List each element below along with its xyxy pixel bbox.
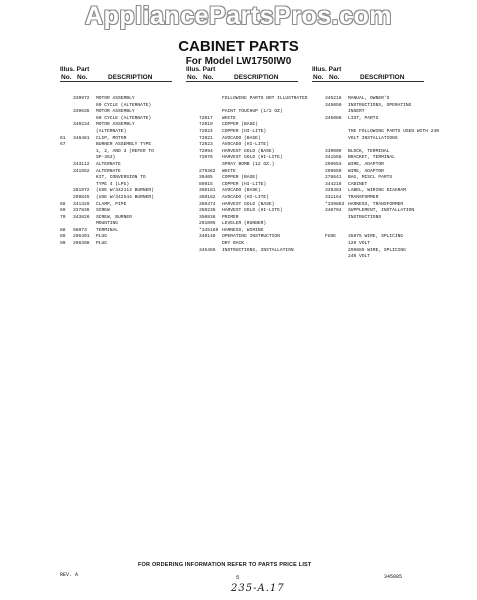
part-description: SUPPLEMENT, INSTALLATION [348, 208, 415, 214]
table-row [60, 195, 200, 202]
table-row [312, 254, 452, 261]
part-description: TRANSFORMER [348, 194, 379, 200]
model-subtitle: For Model LW1750IW0 [185, 56, 292, 67]
part-description: SP-363) [96, 155, 116, 161]
revision-label: REV. A [60, 572, 79, 578]
table-row [60, 129, 200, 136]
header-no-part: No. [329, 74, 340, 81]
header-rule [312, 81, 424, 82]
part-description: PLUG [96, 241, 108, 247]
illus-number: 67 [60, 142, 66, 148]
handwritten-annotation: 235-A.17 [231, 583, 285, 594]
part-description: COPPER (BASE) [222, 122, 258, 128]
part-description: KIT, CONVERSION TO [96, 175, 146, 181]
part-description: AVOCADO (BASE) [222, 188, 261, 194]
part-description: COPPER (HI-LITE) [222, 181, 267, 187]
header-no-illus: No. [187, 74, 198, 81]
part-number: 340704 [325, 208, 342, 214]
illus-number: 68 [60, 201, 66, 207]
table-row [186, 234, 326, 241]
table-row [60, 162, 200, 169]
ordering-note: FOR ORDERING INFORMATION REFER TO PARTS PRICE LIST [138, 562, 312, 568]
table-row [312, 96, 452, 103]
table-row [312, 155, 452, 162]
part-description: HARVEST GOLD (BASE) [222, 148, 275, 154]
part-number: 343826 [73, 214, 90, 220]
part-number: *339883 [325, 201, 345, 207]
part-description: AVOCADO (HI-LITE) [222, 194, 269, 200]
part-description: THE FOLLOWING PARTS USED WITH 240 [348, 128, 439, 134]
part-number: 348481 [73, 135, 90, 141]
part-number: 72017 [199, 115, 213, 121]
header-description: DESCRIPTION [108, 74, 153, 81]
part-description: PAINT TOUCHUP (1/2 OZ) [222, 109, 283, 115]
part-description: LABEL, WIRING DIAGRAM [348, 188, 406, 194]
part-description: MOTOR ASSEMBLY [96, 96, 135, 101]
part-description: VOLT INSTALLATIONS [348, 135, 398, 141]
part-number: 89915 [199, 181, 213, 187]
part-number: 340234 [73, 122, 90, 128]
parts-column-3 [312, 66, 452, 261]
part-description: ALTERNATE [96, 161, 121, 167]
part-description: 299885 WIRE, SPLICING [348, 247, 406, 253]
part-number: 350181 [199, 188, 216, 194]
table-row [186, 208, 326, 215]
part-description: LEVELER (RUNNER) [222, 221, 267, 227]
part-description: SCREW [96, 208, 110, 214]
table-row [312, 241, 452, 248]
part-number: 279362 [199, 168, 216, 174]
part-description: HARNESS, TRANSFORMER [348, 201, 404, 207]
part-description: INSTRUCTIONS [348, 214, 382, 220]
part-description: LIST, PARTS [348, 115, 379, 121]
watermark: AppliancePartsPros.com [85, 2, 392, 30]
part-number: 345216 [325, 96, 342, 101]
table-row [60, 221, 200, 228]
part-number: 72023 [199, 142, 213, 148]
part-number: FUSE [325, 234, 337, 240]
part-number: 299653 [325, 161, 342, 167]
table-row [60, 155, 200, 162]
part-description: 120 VOLT [348, 241, 371, 247]
part-number: 278641 [325, 175, 342, 181]
header-no-part: No. [203, 74, 214, 81]
table-row [312, 162, 452, 169]
table-row [312, 195, 452, 202]
part-number: 72094 [199, 148, 213, 154]
column-header [312, 66, 452, 82]
part-description: BRACKET, TERMINAL [348, 155, 395, 161]
part-description: TERMINAL [96, 227, 119, 233]
table-row [312, 215, 452, 222]
part-number: 337836 [73, 208, 90, 214]
illus-number: 61 [60, 135, 66, 141]
table-row [186, 122, 326, 129]
table-row [312, 122, 452, 129]
table-row [186, 109, 326, 116]
part-description: INSTRUCTIONS, OPERATING [348, 102, 412, 108]
part-description: CLAMP, PIPE [96, 201, 127, 207]
part-number: 343112 [73, 161, 90, 167]
part-number: 345086 [325, 115, 342, 121]
part-number: 341552 [73, 168, 90, 174]
table-row [312, 103, 452, 110]
part-description: OPERATING INSTRUCTION [222, 234, 280, 240]
table-row [312, 208, 452, 215]
column-header [60, 66, 200, 82]
part-number: 341558 [325, 155, 342, 161]
part-description: MOTOR ASSEMBLY [96, 109, 135, 115]
table-row [312, 142, 452, 149]
part-number: 72021 [199, 135, 213, 141]
part-description: MOTOR ASSEMBLY [96, 122, 135, 128]
table-row [186, 142, 326, 149]
part-description: BLOCK, TERMINAL [348, 148, 390, 154]
part-number: 339972 [73, 96, 90, 101]
part-number: 350836 [199, 214, 216, 220]
table-row [186, 248, 326, 255]
part-number: 339383 [325, 188, 342, 194]
part-number: 72076 [199, 155, 213, 161]
part-number: 291005 [199, 221, 216, 227]
illus-number: 89 [60, 234, 66, 240]
table-row [60, 96, 200, 103]
part-description: HARVEST GOLD (BASE) [222, 201, 275, 207]
page-number: 5 [236, 574, 240, 581]
page-title: CABINET PARTS [178, 38, 299, 55]
part-description: BAG, MISCL PARTS [348, 175, 393, 181]
table-row [60, 109, 200, 116]
part-description: WIRE, ADAPTOR [348, 161, 384, 167]
table-row [312, 116, 452, 123]
table-row [60, 149, 200, 156]
part-number: 341329 [73, 201, 90, 207]
part-description: WHITE [222, 115, 236, 121]
part-description: SCREW, BURNER [96, 214, 132, 220]
part-number: *345169 [199, 227, 219, 233]
table-row [60, 208, 200, 215]
part-description: (USE W/342544 BURNER) [96, 194, 154, 200]
part-number: 344216 [325, 181, 342, 187]
header-rule [60, 81, 172, 82]
part-number: 299845 [73, 194, 90, 200]
parts-column-2 [186, 66, 326, 254]
part-description: INSTRUCTIONS, INSTALLATION [222, 247, 294, 253]
parts-column-1 [60, 66, 200, 248]
table-row [186, 241, 326, 248]
part-description: WIRE, ADAPTOR [348, 168, 384, 174]
part-description: COPPER (BASE) [222, 175, 258, 181]
part-description: (ALTERNATE) [96, 128, 127, 134]
part-number: 281972 [73, 188, 90, 194]
part-number: 39405 [199, 175, 213, 181]
parts-rows [60, 96, 200, 248]
header-no-illus: No. [61, 74, 72, 81]
part-number: 345050 [325, 102, 342, 108]
part-description: COPPER (HI-LITE) [222, 128, 267, 134]
header-rule [186, 81, 298, 82]
table-row [60, 142, 200, 149]
table-row [186, 175, 326, 182]
part-description: MANUAL, OWNER'S [348, 96, 390, 101]
part-description: 60 CYCLE (ALTERNATE) [96, 115, 152, 121]
header-illus-part: Illus. Part [312, 66, 342, 73]
part-description: 60 CYCLE (ALTERNATE) [96, 102, 152, 108]
part-description: HARVEST GOLD (HI-LITE) [222, 155, 283, 161]
header-description: DESCRIPTION [360, 74, 405, 81]
part-number: 345456 [199, 247, 216, 253]
table-row [312, 136, 452, 143]
header-no-part: No. [77, 74, 88, 81]
part-number: 98873 [73, 227, 87, 233]
part-description: CLIP, MOTOR [96, 135, 127, 141]
part-description: WHITE [222, 168, 236, 174]
table-row [186, 96, 326, 103]
part-number: 296398 [73, 241, 90, 247]
table-row [312, 129, 452, 136]
document-number: 345085 [384, 574, 403, 580]
part-description: AVOCADO (HI-LITE) [222, 142, 269, 148]
table-row [312, 248, 452, 255]
table-row [312, 175, 452, 182]
part-number: 350374 [199, 201, 216, 207]
part-description: DRY RACK [222, 241, 245, 247]
part-description: 1, 2, AND 3 (REFER TO [96, 148, 154, 154]
table-row [186, 155, 326, 162]
illus-number: 69 [60, 208, 66, 214]
table-row [312, 234, 452, 241]
part-description: PRIMER [222, 214, 239, 220]
part-description: CABINET [348, 181, 368, 187]
header-illus-part: Illus. Part [186, 66, 216, 73]
part-description: TYPE 4 (LPG) [96, 181, 130, 187]
table-row [312, 221, 452, 228]
table-row [60, 122, 200, 129]
illus-number: 90 [60, 241, 66, 247]
part-description: INSERT [348, 109, 365, 115]
parts-rows [186, 96, 326, 254]
part-number: 339635 [73, 109, 90, 115]
part-description: 240 VOLT [348, 254, 371, 260]
part-description: PLUG [96, 234, 108, 240]
illus-number: 70 [60, 214, 66, 220]
header-illus-part: Illus. Part [60, 66, 90, 73]
part-number: 350182 [199, 194, 216, 200]
table-row [312, 188, 452, 195]
part-description: MOUNTING [96, 221, 119, 227]
table-row [186, 221, 326, 228]
table-row [60, 175, 200, 182]
part-number: 331164 [325, 194, 342, 200]
part-number: 340148 [199, 234, 216, 240]
table-row [60, 188, 200, 195]
table-row [186, 162, 326, 169]
part-description: 35875 WIRE, SPLICING [348, 234, 404, 240]
table-row [312, 109, 452, 116]
part-number: 299659 [325, 168, 342, 174]
part-number: 296401 [73, 234, 90, 240]
part-description: HARNESS, WIRING [222, 227, 264, 233]
part-description: ALTERNATE [96, 168, 121, 174]
part-description: FOLLOWING PARTS NOT ILLUSTRATED [222, 96, 308, 101]
part-number: 350235 [199, 208, 216, 214]
part-description: AVOCADO (BASE) [222, 135, 261, 141]
table-row [186, 129, 326, 136]
part-description: (USE W/342113 BURNER) [96, 188, 154, 194]
table-row [60, 241, 200, 248]
part-number: 339009 [325, 148, 342, 154]
part-description: SPRAY BOMB (12 OZ.) [222, 161, 275, 167]
part-description: HARVEST GOLD (HI-LITE) [222, 208, 283, 214]
part-number: 72024 [199, 128, 213, 134]
table-row [186, 195, 326, 202]
illus-number: 88 [60, 227, 66, 233]
column-header [186, 66, 326, 82]
table-row [186, 188, 326, 195]
header-no-illus: No. [313, 74, 324, 81]
header-description: DESCRIPTION [234, 74, 279, 81]
part-description: BURNER ASSEMBLY TYPE [96, 142, 152, 148]
table-row [60, 215, 200, 222]
part-number: 72019 [199, 122, 213, 128]
parts-rows [312, 96, 452, 261]
